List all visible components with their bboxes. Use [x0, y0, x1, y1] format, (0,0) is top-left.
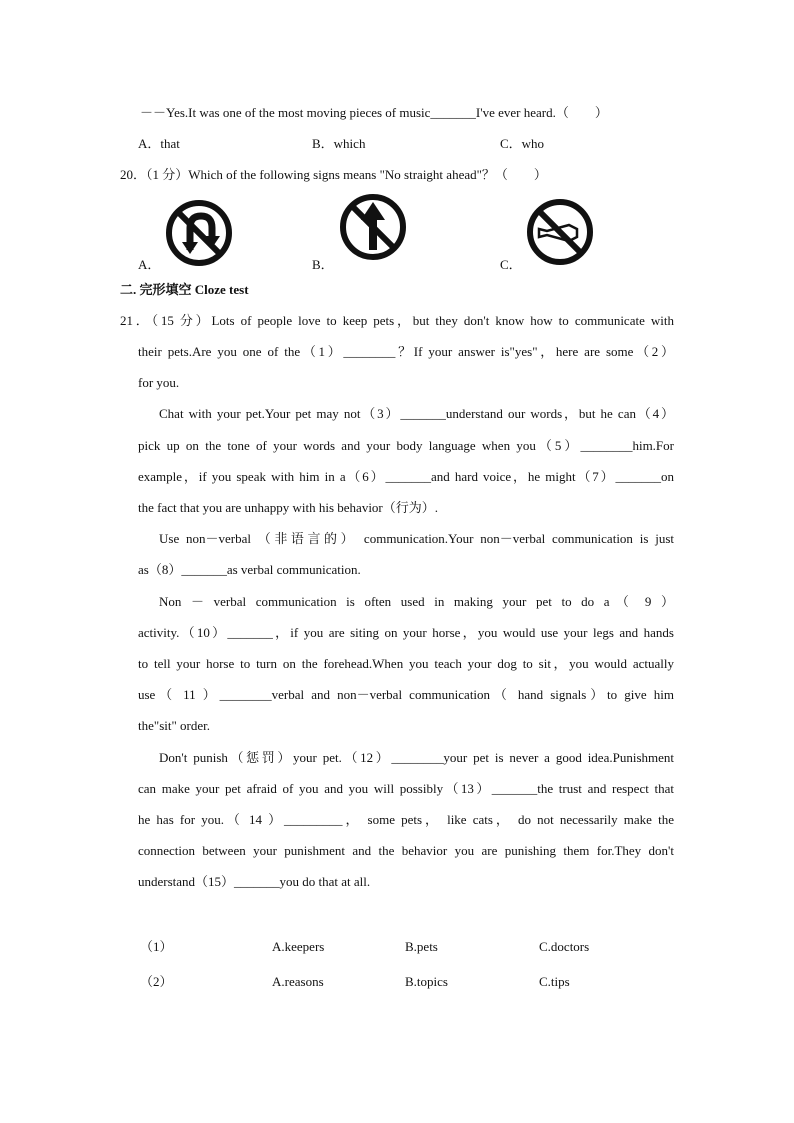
q21-option-c: C.doctors	[539, 939, 590, 954]
q21-line-7: the fact that you are unhappy with his behavior（行为）.	[138, 500, 439, 515]
q21-line-16: can make your pet afraid of you and you will possibly（13）_______the trust and respect that	[138, 781, 674, 796]
q19-stem: －－Yes.It was one of the most moving pieces of music_______I've ever heard.（ ）	[140, 105, 608, 120]
q21-line-11: activity.（10）_______，if you are siting on your horse，you would use your legs and hands	[138, 625, 674, 640]
q20-label-c: C．	[500, 257, 522, 272]
q20-label-b: B．	[312, 257, 334, 272]
q21-option-num: （2）	[140, 974, 173, 989]
q21-option-a: A.keepers	[272, 939, 325, 954]
section-heading-cloze: 二. 完形填空 Cloze test	[120, 282, 249, 297]
q21-option-b: B.topics	[405, 974, 448, 989]
q21-line-1: 21．（15 分）Lots of people love to keep pets，but they don't know how to communicate with	[120, 313, 674, 328]
q21-option-num: （1）	[140, 939, 173, 954]
q21-line-5: pick up on the tone of your words and your body language when you（5）________him.For	[138, 438, 674, 453]
q21-line-12: to tell your horse to turn on the forehead.When you teach your dog to sit，you would actually	[138, 656, 674, 671]
no-u-turn-icon	[164, 198, 234, 268]
q19-option-c: C．who	[500, 136, 545, 151]
q21-line-18: connection between your punishment and the behavior you are punishing them for.They don't	[138, 843, 674, 858]
q21-line-10: Non － verbal communication is often used in making your pet to do a（ 9 ）	[159, 594, 674, 609]
q21-line-15: Don't punish（惩罚）your pet.（12）________your pet is never a good idea.Punishment	[159, 750, 674, 765]
q19-option-b: B．which	[312, 136, 366, 151]
q21-line-13: use（ 11 ）________verbal and non－verbal communication（ hand signals）to give him	[138, 687, 674, 702]
q21-line-2: their pets.Are you one of the（1）________？If your answer is"yes"，here are some（2）	[138, 344, 674, 359]
q21-option-a: A.reasons	[272, 974, 324, 989]
q21-line-3: for you.	[138, 375, 180, 390]
no-straight-ahead-icon	[338, 192, 408, 262]
no-horn-icon	[525, 197, 595, 267]
q21-line-14: the"sit" order.	[138, 718, 210, 733]
q21-line-17: he has for you.（ 14 ）_________， some pets， like cats， do not necessarily make the	[138, 812, 674, 827]
q21-option-c: C.tips	[539, 974, 570, 989]
q21-line-19: understand（15）_______you do that at all.	[138, 874, 371, 889]
q21-line-9: as（8）_______as verbal communication.	[138, 562, 361, 577]
q20-stem: 20．（1 分）Which of the following signs means "No straight ahead"？（ ）	[120, 167, 547, 182]
q21-option-b: B.pets	[405, 939, 438, 954]
q20-label-a: A．	[138, 257, 161, 272]
q21-line-4: Chat with your pet.Your pet may not（3）_______understand our words，but he can（4）	[159, 406, 674, 421]
q21-line-6: example，if you speak with him in a（6）_______and hard voice，he might（7）_______on	[138, 469, 674, 484]
q21-line-8: Use non－verbal （非语言的） communication.Your non－verbal communication is just	[159, 531, 674, 546]
q19-option-a: A．that	[138, 136, 180, 151]
